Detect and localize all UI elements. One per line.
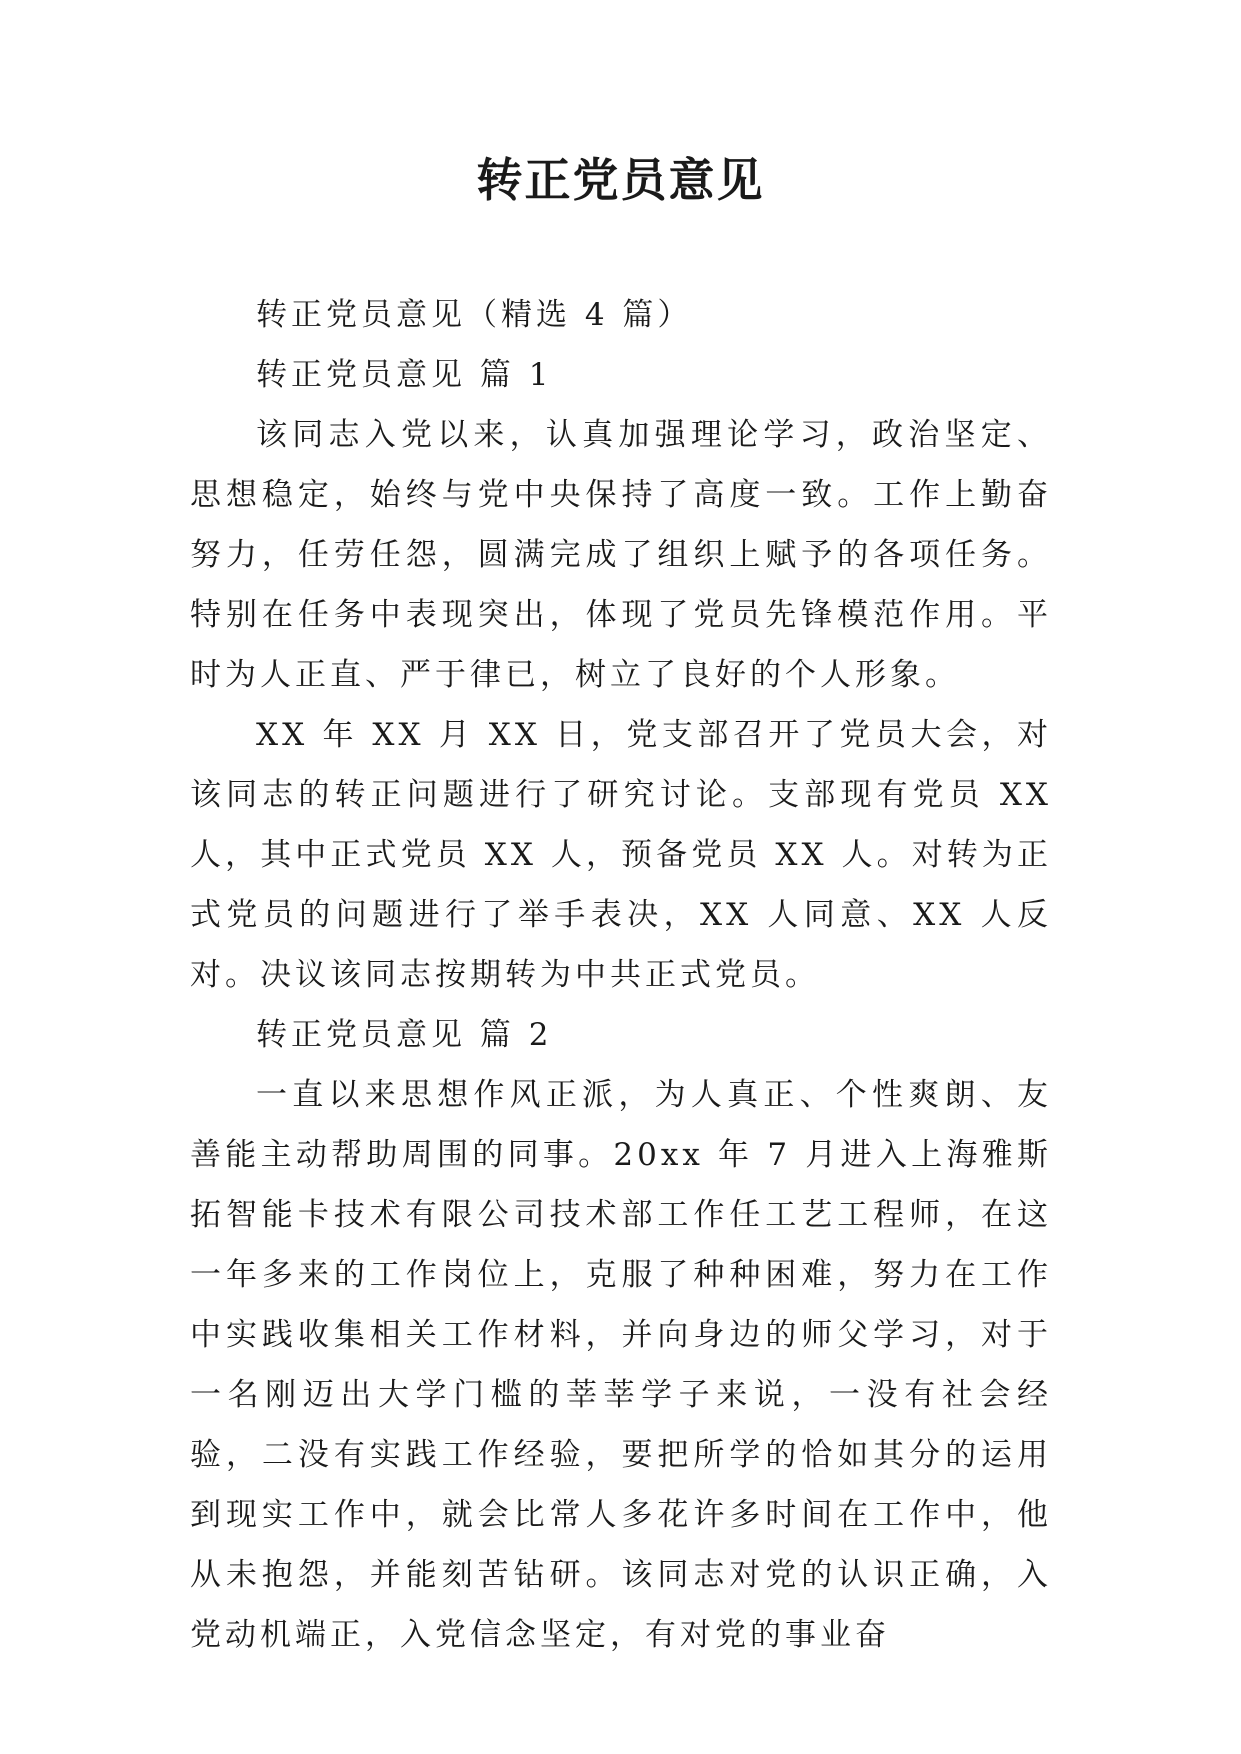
body-paragraph: XX 年 XX 月 XX 日，党支部召开了党员大会，对该同志的转正问题进行了研究讨论。支部现有党员 XX 人，其中正式党员 XX 人，预备党员 XX 人。对转为正式党员的问题进行了举手表决，XX 人同意、XX 人反对。决议该同志按期转为中共正式党员。: [190, 717, 1052, 993]
body-paragraph: 该同志入党以来，认真加强理论学习，政治坚定、思想稳定，始终与党中央保持了高度一致。工作上勤奋努力，任劳任怨，圆满完成了组织上赋予的各项任务。特别在任务中表现突出，体现了党员先锋模范作用。平时为人正直、严于律已，树立了良好的个人形象。: [190, 417, 1052, 693]
document-body: [190, 285, 1052, 1665]
collection-subtitle: 转正党员意见（精选 4 篇）: [256, 297, 693, 333]
body-paragraph: 一直以来思想作风正派，为人真正、个性爽朗、友善能主动帮助周围的同事。20xx 年 7 月进入上海雅斯拓智能卡技术有限公司技术部工作任工艺工程师，在这一年多来的工作岗位上，克服了种种困难，努力在工作中实践收集相关工作材料，并向身边的师父学习，对于一名刚迈出大学门槛的莘莘学子来说，一没有社会经验，二没有实践工作经验，要把所学的恰如其分的运用到现实工作中，就会比常人多花许多时间在工作中，他从未抱怨，并能刻苦钻研。该同志对党的认识正确，入党动机端正，入党信念坚定，有对党的事业奋: [190, 1077, 1052, 1653]
section-heading-1: 转正党员意见 篇 1: [256, 357, 553, 393]
document-title: 转正党员意见: [476, 153, 765, 207]
section-heading-2: 转正党员意见 篇 2: [256, 1017, 553, 1053]
